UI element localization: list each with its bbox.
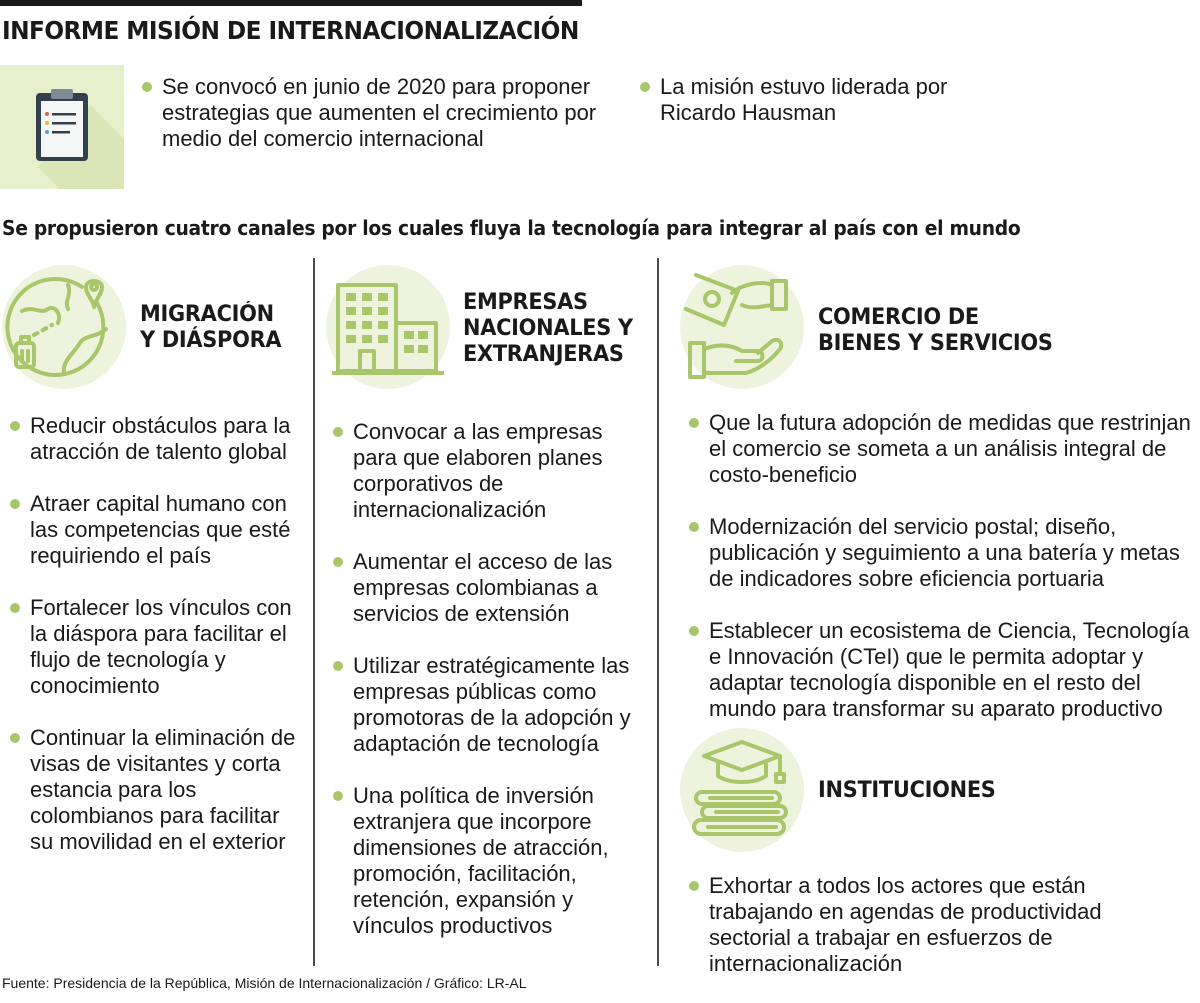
list-item: Modernización del servicio postal; diseño, publicación y seguimiento a una batería y metas de indicadores sobre eficiencia portuaria <box>689 514 1197 592</box>
list-item: Exhortar a todos los actores que están trabajando en agendas de productividad sectorial a trabajar en esfuerzos de internacionalización <box>689 873 1159 977</box>
bullet-dot <box>333 791 343 801</box>
list-item: Utilizar estratégicamente las empresas públicas como promotoras de la adopción y adaptación de tecnología <box>333 653 651 757</box>
bullet-dot <box>689 418 699 428</box>
channel-title: COMERCIO DE BIENES Y SERVICIOS <box>818 305 1053 356</box>
bullet-dot <box>10 733 20 743</box>
graduation-books-icon <box>680 728 804 852</box>
channel-list <box>689 410 1197 748</box>
bullet-dot <box>142 82 152 92</box>
list-item: Establecer un ecosistema de Ciencia, Tecnología e Innovación (CTeI) que le permita adoptar y adaptar tecnología disponible en el resto del mundo para transformar su aparato productivo <box>689 618 1197 722</box>
list-item: Reducir obstáculos para la atracción de talento global <box>10 413 302 465</box>
bullet-dot <box>640 82 650 92</box>
top-bar <box>0 0 582 6</box>
bullet-dot <box>10 421 20 431</box>
channel-list <box>10 413 302 881</box>
channel-list <box>689 873 1159 1003</box>
list-item: Aumentar el acceso de las empresas colombianas a servicios de extensión <box>333 549 651 627</box>
bullet-dot <box>333 557 343 567</box>
bullet-dot <box>10 603 20 613</box>
intro-bullet: La misión estuvo liderada por Ricardo Hausman <box>640 74 1020 126</box>
list-item: Que la futura adopción de medidas que restrinjan el comercio se someta a un análisis integral de costo-beneficio <box>689 410 1197 488</box>
channel-list <box>333 419 651 965</box>
bullet-dot <box>689 881 699 891</box>
list-item: Fortalecer los vínculos con la diáspora para facilitar el flujo de tecnología y conocimiento <box>10 595 302 699</box>
column-divider <box>657 258 659 966</box>
list-item: Continuar la eliminación de visas de visitantes y corta estancia para los colombianos para facilitar su movilidad en el exterior <box>10 725 302 855</box>
list-item: Convocar a las empresas para que elaboren planes corporativos de internacionalización <box>333 419 651 523</box>
section-subtitle: Se propusieron cuatro canales por los cuales fluya la tecnología para integrar al país con el mundo <box>2 216 1021 240</box>
bullet-dot <box>689 522 699 532</box>
bullet-dot <box>333 661 343 671</box>
bullet-dot <box>689 626 699 636</box>
list-item: Atraer capital humano con las competencias que esté requiriendo el país <box>10 491 302 569</box>
channel-title: MIGRACIÓN Y DIÁSPORA <box>140 302 282 353</box>
clipboard-icon <box>0 65 124 189</box>
source-note: Fuente: Presidencia de la República, Misión de Internacionalización / Gráfico: LR-AL <box>2 975 527 991</box>
column-divider <box>313 258 315 966</box>
list-item: Una política de inversión extranjera que incorpore dimensiones de atracción, promoción, facilitación, retención, expansión y vínculos productivos <box>333 783 651 939</box>
page-title: INFORME MISIÓN DE INTERNACIONALIZACIÓN <box>2 16 579 45</box>
buildings-icon <box>326 265 450 389</box>
globe-migration-icon <box>2 265 126 389</box>
channel-title: INSTITUCIONES <box>818 778 996 803</box>
bullet-dot <box>333 427 343 437</box>
intro-bullet: Se convocó en junio de 2020 para proponer estrategias que aumenten el crecimiento por medio del comercio internacional <box>142 74 622 152</box>
hands-money-icon <box>680 265 804 389</box>
channel-title: EMPRESAS NACIONALES Y EXTRANJERAS <box>463 290 633 367</box>
bullet-dot <box>10 499 20 509</box>
